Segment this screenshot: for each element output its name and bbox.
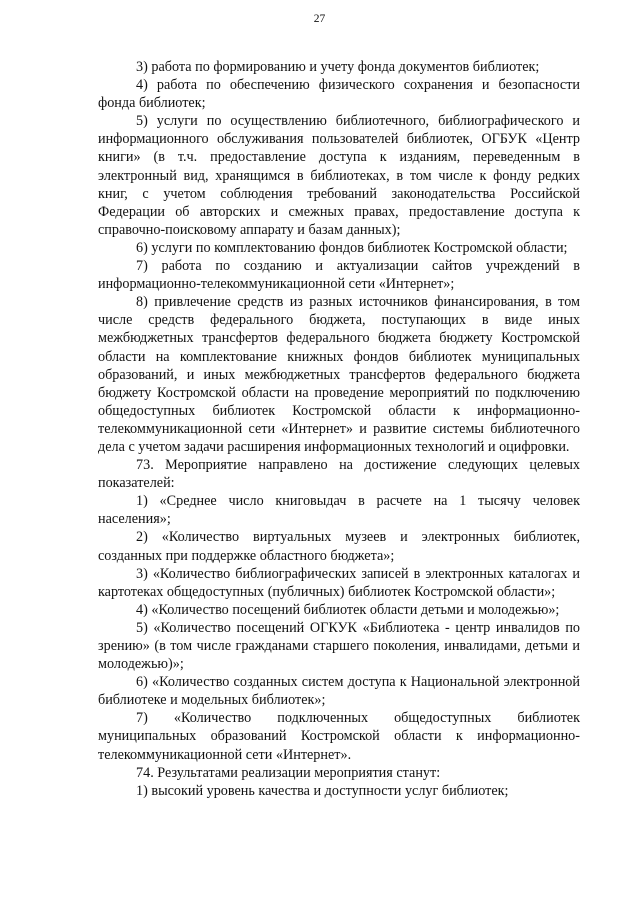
paragraph-item-3: 3) работа по формированию и учету фонда документов библиотек;	[136, 59, 540, 75]
paragraph-item-5: 5) услуги по осуществлению библиотечного, библиографического и информационного обслуживания пользователей библиотек, ОГБУК «Центр книги» (в т.ч. предоставление доступа к изданиям, переведенным в электронный вид, хранящимся в библиотеках, в том числе к фонду редких книг, с учетом соблюдения требований законодательства Российской Федерации об авторских и смежных правах, предоставление доступа к справочно-поисковому аппарату и базам данных);	[98, 113, 580, 238]
paragraph-item-6: 6) услуги по комплектованию фондов библиотек Костромской области;	[136, 239, 568, 256]
target-indicator-7: 7) «Количество подключенных общедоступных библиотек муниципальных образований Костромской области к информационно-телекоммуникационной сети «Интернет».	[98, 710, 580, 763]
target-indicator-4: 4) «Количество посещений библиотек области детьми и молодежью»;	[136, 601, 560, 618]
result-item-1: 1) высокий уровень качества и доступности услуг библиотек;	[136, 782, 509, 799]
paragraph-item-4: 4) работа по обеспечению физического сохранения и безопасности фонда библиотек;	[98, 77, 580, 112]
paragraph-section-74: 74. Результатами реализации мероприятия станут:	[136, 764, 441, 781]
target-indicator-2: 2) «Количество виртуальных музеев и электронных библиотек, созданных при поддержке областного бюджета»;	[98, 529, 580, 564]
paragraph-item-7: 7) работа по созданию и актуализации сайтов учреждений в информационно-телекоммуникационной сети «Интернет»;	[98, 258, 580, 293]
target-indicator-1: 1) «Среднее число книговыдач в расчете на 1 тысячу человек населения»;	[98, 493, 580, 528]
target-indicator-6: 6) «Количество созданных систем доступа к Национальной электронной библиотеке и модельных библиотек»;	[98, 674, 580, 709]
document-body	[98, 58, 580, 800]
page-number: 27	[313, 13, 326, 25]
target-indicator-3: 3) «Количество библиографических записей в электронных каталогах и картотеках общедоступных (публичных) библиотек Костромской области»;	[98, 565, 580, 600]
paragraph-section-73: 73. Мероприятие направлено на достижение следующих целевых показателей:	[98, 457, 580, 492]
paragraph-item-8: 8) привлечение средств из разных источников финансирования, в том числе средств федерального бюджета, поступающих в виде иных межбюджетных трансфертов федерального бюджета бюджету Костромской области на комплектование книжных фондов библиотек муниципальных образований, и иных межбюджетных трансфертов федерального бюджета бюджету Костромской области на проведение мероприятий по подключению общедоступных библиотек Костромской области к информационно-телекоммуникационной сети «Интернет» и развитие системы библиотечного дела с учетом задачи расширения информационных технологий и оцифровки.	[98, 294, 580, 455]
target-indicator-5: 5) «Количество посещений ОГКУК «Библиотека - центр инвалидов по зрению» (в том числе гражданами старшего поколения, инвалидами, детьми и молодежью)»;	[98, 619, 580, 673]
